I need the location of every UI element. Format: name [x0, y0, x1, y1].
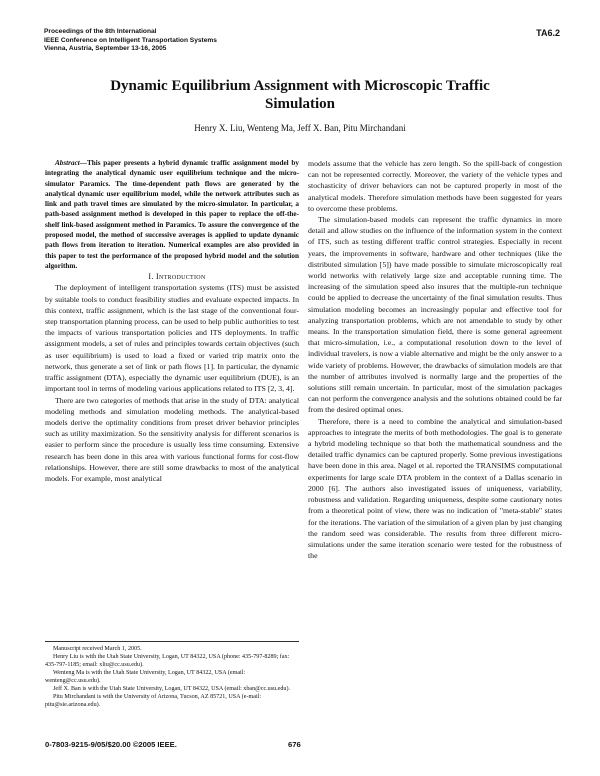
abstract-lead: Abstract: [55, 159, 80, 167]
right-column: [308, 158, 562, 561]
title-line-1: Dynamic Equilibrium Assignment with Microscopic Traffic: [110, 78, 490, 94]
conference-header: [44, 28, 217, 54]
section-number: I.: [148, 272, 154, 282]
left-column: [45, 158, 299, 484]
footnote: Wenteng Ma is with the Utah State University, Logan, UT 84322, USA (email: wenteng@cc.usu.edu).: [45, 670, 246, 684]
section-title: Introduction: [155, 272, 206, 282]
session-tag: TA6.2: [536, 28, 560, 38]
header-line-1: Proceedings of the 8th International: [44, 28, 157, 35]
page-number: 676: [288, 740, 301, 749]
paragraph: Therefore, there is a need to combine the analytical and simulation-based approaches to integrate the merits of both methodologies. The goal is to generate a hybrid modeling technique so that both the mathematical soundness and the detailed traffic dynamics can be captured properly. Some previous investigations have been done in this area. Nagel et al. reported the TRANSIMS computational experiments for large scale DTA problem in the context of a Dallas scenario in 2000 [6]. The authors also investigated issues of uniqueness, variability, robustness and validation. Regarding uniqueness, despite some cautionary notes from a theoretical point of view, there was no indication of "meta-stable" states for the iterations. The variation of the simulation of a given plan by just changing the random seed was considerable. The results from three different micro-simulations under the same iteration scenario were tested for the robustness of the: [308, 416, 562, 561]
paragraph: The deployment of intelligent transportation systems (ITS) must be assisted by suitable tools to conduct feasibility studies and evaluate expected impacts. In this context, traffic assignment, which is the last stage of the conventional four-step transportation planning process, can be used to help public authorities to test the impacts of various transportation policies and ITS deployments. In traffic assignment models, a set of rules and principles towards certain objectives (such as user equilibrium) is used to load a fixed or varied trip matrix onto the network, thus generate a set of link or path flows [1]. In particular, the dynamic traffic assignment (DTA), especially the dynamic user equilibrium (DUE), is an important tool in terms of modeling various applications related to ITS [2, 3, 4].: [45, 283, 299, 394]
abstract-text: —This paper presents a hybrid dynamic traffic assignment model by integrating the analytical dynamic user equilibrium technique and the micro-simulator Paramics. The time-dependent path flows are generated by the analytical dynamic user equilibrium model, while the network attributes such as link and path travel times are simulated by the micro-simulator. In particular, a path-based assignment method is developed in this paper to replace the off-the-shelf link-based assignment method in Paramics. To assure the convergence of the proposed model, the method of successive averages is applied to update dynamic path flows from iteration to iteration. Numerical examples are also provided in this paper to test the performance of the proposed hybrid model and the solution algorithm.: [45, 159, 299, 270]
title-line-2: Simulation: [264, 96, 336, 112]
header-line-3: Vienna, Austria, September 13-16, 2005: [44, 45, 167, 53]
header-line-2: IEEE Conference on Intelligent Transportation Systems: [44, 36, 217, 44]
footnote: Manuscript received March 1, 2005.: [53, 646, 142, 652]
footnote: Pitu Mirchandani is with the University of Arizona, Tucson, AZ 85721, USA (e-mail: pitu@sie.arizona.edu).: [45, 694, 262, 708]
abstract: [45, 158, 299, 271]
paper-title: [60, 77, 540, 113]
isbn-copyright: 0-7803-9215-9/05/$20.00 ©2005 IEEE.: [45, 740, 177, 749]
footnote: Jeff X. Ban is with the Utah State University, Logan, UT 84322, USA (email: xban@cc.usu.edu).: [53, 686, 291, 692]
section-heading: [45, 271, 299, 282]
paragraph: There are two categories of methods that arise in the study of DTA: analytical modeling methods and simulation modeling methods. The analytical-based models derive the optimality conditions from preset driver behavior principles such as utility maximization. So the sensitivity analysis for different scenarios is easier to perform since the procedure is usually less time consuming. Extensive research has been done in this area with various functional forms for cost-flow relationships. However, there are still some drawbacks to most of the analytical models. For example, most analytical: [45, 395, 299, 483]
footnotes: [45, 641, 299, 709]
footnote: Henry Liu is with the Utah State University, Logan, UT 84322, USA (phone: 435-797-8289; fax: 435-797-1185; email: xliu@cc.usu.edu).: [45, 654, 290, 668]
paragraph: The simulation-based models can represent the traffic dynamics in more detail and allow studies on the influence of the information system in the context of ITS, such as testing different traffic control strategies. Especially in recent years, the improvements in software, hardware and other techniques (like the distributed simulation [5]) have made possible to simulate microscopically real world networks with relatively large size and acceptable running time. The increasing of the simulation speed also insures that the multiple-run technique could be applied to decrease the uncertainty of the final simulation results. Thus simulation modeling becomes an increasingly popular and effective tool for analyzing transportation problems, which are not amendable to study by other means. In the transportation simulation field, there is some general agreement that micro-simulation, i.e., a computational resolution down to the level of individual travelers, is now a viable alternative and might be the only answer to a wide variety of problems. However, the drawbacks of simulation models are that the number of attributes involved is normally large and the properties of the solutions still remain uncertain. In particular, most of the simulation packages can not perform the convergence analysis and the solutions obtained could be far from the desired optimal ones.: [308, 215, 562, 415]
paragraph: models assume that the vehicle has zero length. So the spill-back of congestion can not be represented correctly. Moreover, the variety of the vehicle types and stochasticity of driver behaviors can not be captured properly in most of the analytical models. Therefore simulation methods have been suggested for years to overcome these problems.: [308, 159, 562, 213]
author-list: Henry X. Liu, Wenteng Ma, Jeff X. Ban, Pitu Mirchandani: [194, 123, 406, 133]
